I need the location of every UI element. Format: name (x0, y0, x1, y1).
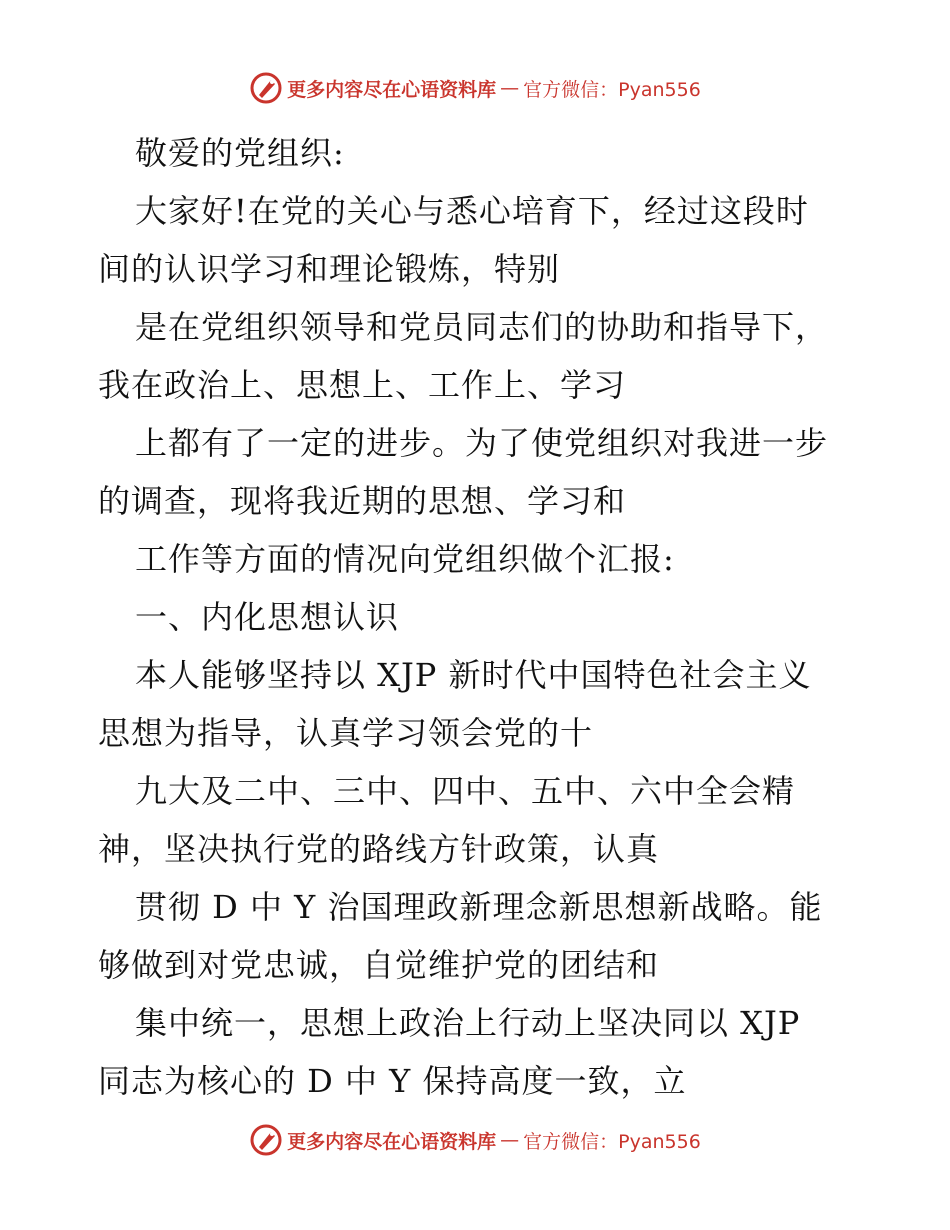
footer-watermark (0, 1120, 950, 1160)
watermark-separator: — (500, 1129, 520, 1151)
watermark-contact: 官方微信：Pyan556 (523, 78, 701, 101)
paragraph-line: 上都有了一定的进步。为了使党组织对我进一步 (135, 424, 829, 462)
pen-logo-icon (249, 71, 283, 105)
paragraph-line: 思想为指导，认真学习领会党的十 (98, 714, 594, 752)
paragraph-line: 是在党组织领导和党员同志们的协助和指导下， (135, 308, 829, 346)
paragraph-line: 大家好!在党的关心与悉心培育下，经过这段时 (135, 192, 809, 230)
paragraph-line: 贯彻 D 中 Y 治国理政新理念新思想新战略。能 (135, 888, 823, 926)
paragraph-line: 的调查，现将我近期的思想、学习和 (98, 482, 627, 520)
paragraph-line: 集中统一，思想上政治上行动上坚决同以 XJP (135, 1004, 801, 1042)
paragraph-line: 神，坚决执行党的路线方针政策，认真 (98, 830, 660, 868)
watermark-text: 更多内容尽在心语资料库 (287, 78, 497, 101)
paragraph-line: 间的认识学习和理论锻炼，特别 (98, 250, 561, 288)
watermark-text: 更多内容尽在心语资料库 (287, 1130, 497, 1153)
paragraph-line: 够做到对党忠诚，自觉维护党的团结和 (98, 946, 660, 984)
paragraph-line: 九大及二中、三中、四中、五中、六中全会精 (135, 772, 796, 810)
watermark-contact: 官方微信：Pyan556 (523, 1130, 701, 1153)
paragraph-line: 本人能够坚持以 XJP 新时代中国特色社会主义 (135, 656, 812, 694)
pen-logo-icon (249, 1123, 283, 1157)
watermark-separator: — (500, 77, 520, 99)
section-heading: 一、内化思想认识 (135, 598, 400, 636)
header-watermark (0, 68, 950, 108)
document-body (98, 124, 858, 1110)
paragraph-line: 工作等方面的情况向党组织做个汇报: (135, 540, 675, 578)
salutation: 敬爱的党组织: (135, 134, 345, 172)
paragraph-line: 同志为核心的 D 中 Y 保持高度一致，立 (98, 1062, 687, 1100)
paragraph-line: 我在政治上、思想上、工作上、学习 (98, 366, 627, 404)
